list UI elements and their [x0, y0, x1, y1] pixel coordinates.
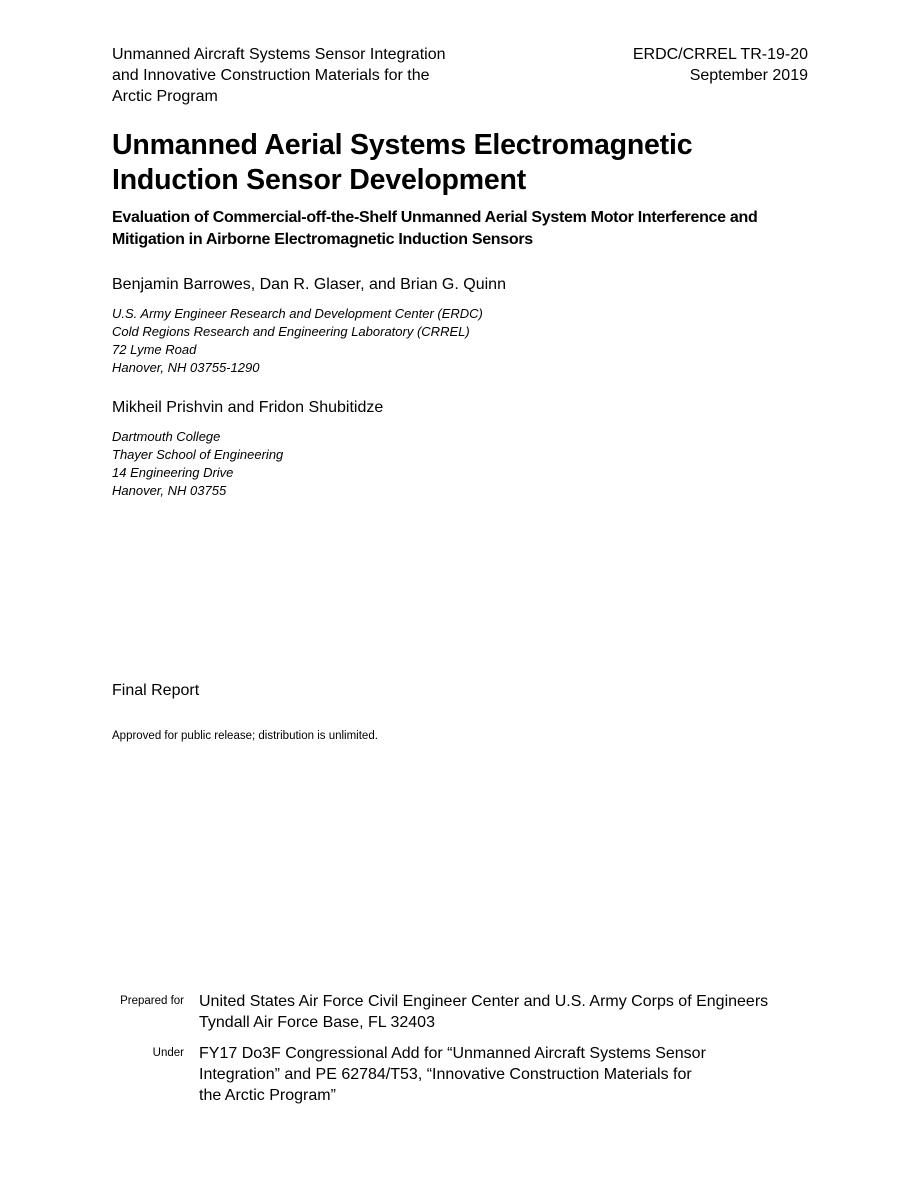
author-affiliation — [112, 305, 483, 377]
author-names: Benjamin Barrowes, Dan R. Glaser, and Brian G. Quinn — [112, 276, 506, 293]
program-name — [112, 44, 532, 107]
prepared-for-label: Prepared for — [120, 995, 184, 1007]
subtitle-line: Evaluation of Commercial-off-the-Shelf Unmanned Aerial System Motor Interference and — [112, 209, 758, 226]
title-line: Induction Sensor Development — [112, 164, 527, 196]
prepared-for-line: United States Air Force Civil Engineer Center and U.S. Army Corps of Engineers — [199, 993, 769, 1010]
subtitle-line: Mitigation in Airborne Electromagnetic Induction Sensors — [112, 231, 533, 248]
affiliation-line: Dartmouth College — [112, 429, 221, 444]
report-id-block — [633, 44, 808, 86]
report-date: September 2019 — [689, 67, 808, 84]
affiliation-line: Thayer School of Engineering — [112, 447, 284, 462]
under-line: FY17 Do3F Congressional Add for “Unmanned Aircraft Systems Sensor — [199, 1045, 706, 1062]
author-affiliation — [112, 428, 283, 500]
author-names: Mikheil Prishvin and Fridon Shubitidze — [112, 399, 384, 416]
distribution-statement: Approved for public release; distribution is unlimited. — [112, 730, 378, 742]
under-label: Under — [152, 1047, 184, 1059]
prepared-for-line: Tyndall Air Force Base, FL 32403 — [199, 1014, 435, 1031]
report-title — [112, 128, 812, 198]
affiliation-line: Cold Regions Research and Engineering Laboratory (CRREL) — [112, 324, 470, 339]
report-type: Final Report — [112, 682, 200, 699]
under-text — [199, 1043, 809, 1106]
affiliation-line: 72 Lyme Road — [112, 342, 197, 357]
under-line: the Arctic Program” — [199, 1087, 336, 1104]
report-subtitle — [112, 207, 812, 251]
affiliation-line: Hanover, NH 03755 — [112, 483, 227, 498]
program-line: Unmanned Aircraft Systems Sensor Integration — [112, 46, 446, 63]
affiliation-line: 14 Engineering Drive — [112, 465, 234, 480]
program-line: and Innovative Construction Materials for the — [112, 67, 430, 84]
program-line: Arctic Program — [112, 88, 218, 105]
affiliation-line: U.S. Army Engineer Research and Development Center (ERDC) — [112, 306, 483, 321]
title-line: Unmanned Aerial Systems Electromagnetic — [112, 129, 693, 161]
affiliation-line: Hanover, NH 03755-1290 — [112, 360, 260, 375]
under-line: Integration” and PE 62784/T53, “Innovative Construction Materials for — [199, 1066, 692, 1083]
report-number: ERDC/CRREL TR-19-20 — [632, 46, 808, 63]
prepared-for-text — [199, 991, 809, 1033]
